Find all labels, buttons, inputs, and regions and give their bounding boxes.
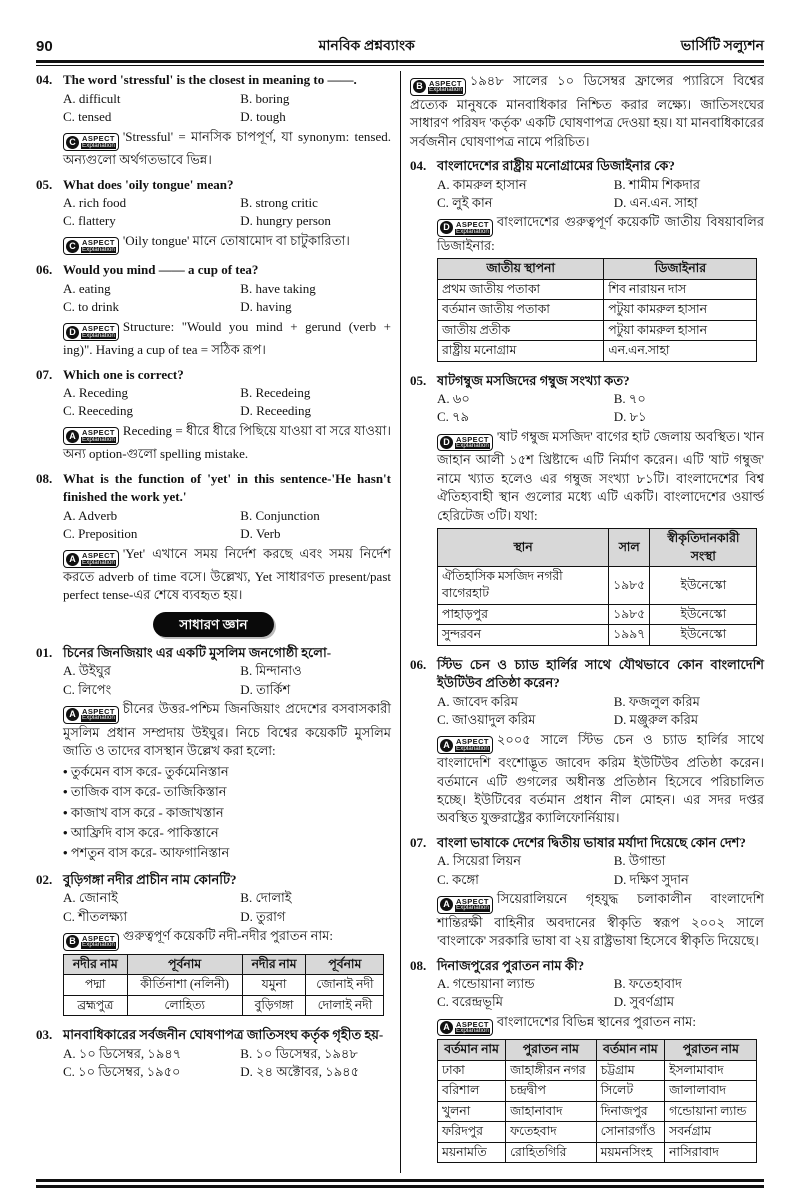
answer-letter: A <box>66 708 79 721</box>
answer-badge <box>63 550 119 568</box>
option-a: A. Adverb <box>63 507 118 523</box>
answer-badge <box>63 427 119 445</box>
option-d: D. Verb <box>240 526 281 542</box>
table-cell: এন.এন.সাহা <box>604 341 757 361</box>
table-cell: লোহিত্য <box>127 995 242 1015</box>
answer-badge <box>63 706 119 724</box>
question-number: 04. <box>36 72 53 88</box>
options <box>63 889 391 926</box>
question-gk-04 <box>410 157 764 365</box>
table-row <box>438 1122 757 1142</box>
table-cell: ১৯৮৫ <box>609 567 650 605</box>
aspect-explanation-logo: ASPECT Explanation <box>82 551 115 566</box>
option-a: A. জোনাই <box>63 890 118 906</box>
question-number: 04. <box>410 158 427 174</box>
list-item: • তুর্কমেন বাস করে- তুর্কমেনিস্তান <box>63 763 391 781</box>
answer-badge <box>410 78 466 96</box>
aspect-explanation-logo: ASPECT Explanation <box>82 706 115 722</box>
table-header: স্থান <box>438 529 609 567</box>
question-body <box>437 656 764 828</box>
table-header: নদীর নাম <box>64 954 128 974</box>
answer-letter: D <box>440 221 453 234</box>
answer-letter: A <box>440 739 453 752</box>
option-c: C. ১০ ডিসেম্বর, ১৯৫০ <box>63 1063 181 1079</box>
answer-badge <box>63 933 119 951</box>
table-row <box>438 1142 757 1162</box>
world-heritage-table <box>437 528 757 646</box>
answer-letter: B <box>66 935 79 948</box>
question-body <box>410 71 764 151</box>
explanation <box>410 72 764 151</box>
table-cell: শিব নারায়ন দাস <box>604 279 757 299</box>
table-header: বর্তমান নাম <box>438 1040 506 1060</box>
options <box>437 176 764 213</box>
question-gk-07 <box>410 834 764 951</box>
option-c: C. tensed <box>63 109 112 125</box>
question-body <box>63 71 391 169</box>
explanation <box>437 890 764 950</box>
options <box>63 90 391 127</box>
options <box>63 194 391 231</box>
explanation <box>63 422 391 464</box>
left-column <box>36 71 400 1173</box>
option-d: D. Receeding <box>240 403 312 419</box>
table-header-row <box>438 529 757 567</box>
options <box>63 384 391 421</box>
options <box>63 1045 391 1082</box>
option-a: A. সিয়েরা লিয়ন <box>437 853 522 869</box>
option-d: D. দক্ষিণ সুদান <box>613 871 689 887</box>
table-cell: ময়মনসিংহ <box>596 1142 665 1162</box>
table-header: নদীর নাম <box>242 954 306 974</box>
table-row <box>438 1060 757 1080</box>
aspect-explanation-logo: ASPECT Explanation <box>82 933 115 949</box>
table-cell: গন্ডোয়ানা ল্যান্ড <box>665 1101 757 1121</box>
option-a: A. eating <box>63 280 111 296</box>
table-row <box>438 1101 757 1121</box>
explanation-text: বাংলাদেশের বিভিন্ন স্থানের পুরাতন নাম: <box>496 1013 697 1029</box>
option-b: B. ৭০ <box>613 391 646 406</box>
question-text: দিনাজপুরের পুরাতন নাম কী? <box>437 957 585 973</box>
table-header: পুরাতন নাম <box>506 1040 597 1060</box>
option-c: C. জাওয়াদুল করিম <box>437 712 536 728</box>
option-d: D. সুবর্ণগ্রাম <box>613 994 675 1010</box>
two-column-body <box>0 66 800 1173</box>
question-body <box>437 372 764 650</box>
table-cell: দিনাজপুর <box>596 1101 665 1121</box>
options <box>437 693 764 730</box>
question-number: 03. <box>36 1027 53 1043</box>
option-c: C. লিপেং <box>63 681 112 697</box>
footer-rule <box>36 1179 764 1188</box>
table-header-row <box>64 954 384 974</box>
table-cell: ঐতিহাসিক মসজিদ নগরী বাগেরহাট <box>438 567 609 605</box>
options <box>63 507 391 544</box>
question-en-04 <box>36 71 391 169</box>
places-old-names-table <box>437 1039 757 1163</box>
explanation-text: ১৯৪৮ সালের ১০ ডিসেম্বর ফ্রান্সের প্যারিসে বিশ্বের প্রত্যেক মানুষকে মানবাধিকার নিশ্চিত করার লক্ষ্যে। জাতিসংঘের সাধারণ পরিষদ 'কর্তৃক' একটি ঘোষণাপত্র দেওয়া হয়। যা মানবাধিকারের সর্বজনীন ঘোষণাপত্র নামে পরিচিত। <box>410 73 764 149</box>
aspect-explanation-logo: ASPECT Explanation <box>456 896 489 912</box>
answer-letter: D <box>66 326 79 339</box>
question-gk-01 <box>36 644 391 865</box>
explanation-text: 'Yet' এখানে সময় নির্দেশ করছে এবং সময় নির্দেশ করতে adverb of time বসে। উল্লেখ্য, Yet সাধারণত present/past perfect tense-এর শেষে ব্যবহৃত হয়। <box>63 545 391 603</box>
table-cell: চট্টগ্রাম <box>596 1060 665 1080</box>
question-body <box>437 957 764 1167</box>
question-gk-02 <box>36 871 391 1020</box>
table-header-row <box>438 1040 757 1060</box>
question-gk-08 <box>410 957 764 1167</box>
question-number: 05. <box>410 372 427 388</box>
explanation <box>63 700 391 760</box>
option-c: C. flattery <box>63 213 116 229</box>
question-text: বুড়িগঙ্গা নদীর প্রাচীন নাম কোনটি? <box>63 871 237 887</box>
question-text: What is the function of 'yet' in this sentence-'He hasn't finished the work yet.' <box>63 470 391 505</box>
answer-letter: B <box>413 80 426 93</box>
question-text: স্টিভ চেন ও চ্যাড হার্লির সাথে যৌথভাবে কোন বাংলাদেশি ইউটিউব প্রতিষ্ঠা করেন? <box>437 656 764 691</box>
answer-badge <box>63 237 119 255</box>
explanation <box>437 731 764 828</box>
question-number: 06. <box>36 262 53 278</box>
table-header: সাল <box>609 529 650 567</box>
table-cell: ইসলামাবাদ <box>665 1060 757 1080</box>
option-b: B. উগান্ডা <box>613 853 666 869</box>
options <box>437 975 764 1012</box>
question-text: চিনের জিনজিয়াং এর একটি মুসলিম জনগোষ্ঠী হলো- <box>63 645 332 660</box>
table-row <box>438 1081 757 1101</box>
table-cell: নাসিরাবাদ <box>665 1142 757 1162</box>
option-b: B. boring <box>240 90 290 106</box>
table-cell: পাহাড়পুর <box>438 604 609 624</box>
option-d: D. তার্কিশ <box>240 681 291 697</box>
explanation-text: গুরুত্বপূর্ণ কয়েকটি নদী-নদীর পুরাতন নাম: <box>122 928 333 944</box>
explanation <box>437 428 764 525</box>
question-text: মানবাধিকারের সর্বজনীন ঘোষণাপত্র জাতিসংঘ কর্তৃক গৃহীত হয়- <box>63 1027 384 1043</box>
question-en-06 <box>36 261 391 359</box>
explanation-text: 'Stressful' = মানসিক চাপপূর্ণ, যা synonym: tensed. অন্যগুলো অর্থগতভাবে ভিন্ন। <box>63 128 391 168</box>
question-text: The word 'stressful' is the closest in meaning to ——. <box>63 72 357 88</box>
option-c: C. Preposition <box>63 526 138 542</box>
options <box>63 662 391 699</box>
list-item: • আফ্রিদি বাস করে- পাকিস্তানে <box>63 824 391 842</box>
question-text: ষাটগম্বুজ মসজিদের গম্বুজ সংখ্যা কত? <box>437 372 630 388</box>
option-a: A. ৬০ <box>437 391 470 406</box>
table-row <box>64 975 384 995</box>
option-b: B. দোলাই <box>240 890 292 906</box>
table-cell: ইউনেস্কো <box>650 604 757 624</box>
option-b: B. শামীম শিকদার <box>613 176 701 192</box>
explanation <box>63 318 391 360</box>
aspect-explanation-logo: ASPECT Explanation <box>456 737 489 752</box>
table-header: পুরাতন নাম <box>665 1040 757 1060</box>
table-row <box>438 567 757 605</box>
explanation <box>437 213 764 255</box>
question-gk-03 <box>36 1026 391 1081</box>
option-a: A. rich food <box>63 194 127 210</box>
question-body <box>63 366 391 464</box>
answer-badge <box>437 736 493 754</box>
option-b: B. have taking <box>240 280 316 296</box>
answer-letter: D <box>440 436 453 449</box>
right-column <box>400 71 764 1173</box>
list-item: • কাজাখ বাস করে - কাজাখস্তান <box>63 804 391 822</box>
table-cell: বরিশাল <box>438 1081 506 1101</box>
table-header: বর্তমান নাম <box>596 1040 665 1060</box>
option-a: A. কামরুল হাসান <box>437 176 527 192</box>
table-cell: জাতীয় প্রতীক <box>438 320 604 340</box>
option-b: B. মিন্দানাও <box>240 663 302 679</box>
question-body <box>63 644 391 865</box>
question-number: 05. <box>36 176 53 192</box>
question-gk-05 <box>410 372 764 650</box>
table-cell: চন্দ্রদ্বীপ <box>506 1081 597 1101</box>
rivers-old-names-table <box>63 954 384 1016</box>
option-a: A. উইঘুর <box>63 663 111 679</box>
question-gk-03-explanation <box>410 71 764 151</box>
table-cell: বুড়িগঙ্গা <box>242 995 306 1015</box>
table-cell: সবর্নগ্রাম <box>665 1122 757 1142</box>
question-gk-06 <box>410 656 764 828</box>
table-cell: রাষ্ট্রীয় মনোগ্রাম <box>438 341 604 361</box>
table-cell: সুন্দরবন <box>438 625 609 645</box>
options <box>63 280 391 317</box>
question-number: 07. <box>410 834 427 850</box>
explanation-text: বাংলাদেশের গুরুত্বপূর্ণ কয়েকটি জাতীয় বিষয়াবলির ডিজাইনার: <box>437 214 764 253</box>
table-cell: ফতেহবাদ <box>506 1122 597 1142</box>
answer-letter: A <box>66 553 79 566</box>
table-cell: ইউনেস্কো <box>650 625 757 645</box>
aspect-explanation-logo: ASPECT Explanation <box>82 134 115 149</box>
explanation <box>63 232 391 255</box>
question-text: বাংলাদেশের রাষ্ট্রীয় মনোগ্রামের ডিজাইনার কে? <box>437 158 675 174</box>
answer-badge <box>63 323 119 341</box>
option-b: B. strong critic <box>240 194 318 210</box>
table-cell: প্রথম জাতীয় পতাকা <box>438 279 604 299</box>
option-c: C. ৭৯ <box>437 409 470 425</box>
table-cell: ফরিদপুর <box>438 1122 506 1142</box>
explanation-text: 'Oily tongue' মানে তোষামোদ বা চাটুকারিতা। <box>122 232 350 248</box>
table-header-row <box>438 259 757 279</box>
table-row <box>438 300 757 320</box>
question-en-05 <box>36 176 391 256</box>
question-body <box>437 834 764 951</box>
answer-badge <box>437 1019 493 1037</box>
table-cell: রোহিতগিরি <box>506 1142 597 1162</box>
aspect-explanation-logo: ASPECT Explanation <box>456 1019 489 1035</box>
option-b: B. ফজলুল করিম <box>613 693 700 709</box>
answer-badge <box>437 219 493 237</box>
table-cell: সোনারগাঁও <box>596 1122 665 1142</box>
question-number: 01. <box>36 645 53 660</box>
table-cell: জোনাই নদী <box>306 975 384 995</box>
option-c: C. লুই কান <box>437 194 493 210</box>
question-number: 08. <box>36 470 53 486</box>
answer-letter: C <box>66 136 79 149</box>
aspect-explanation-logo: ASPECT Explanation <box>429 78 462 94</box>
national-designers-table <box>437 258 757 361</box>
table-header: স্বীকৃতিদানকারী সংস্থা <box>650 529 757 567</box>
option-a: A. difficult <box>63 90 121 106</box>
option-d: D. এন.এন. সাহা <box>613 194 698 210</box>
option-a: A. জাবেদ করিম <box>437 693 519 709</box>
option-c: C. to drink <box>63 299 119 315</box>
question-body <box>63 1026 391 1081</box>
option-c: C. Reeceding <box>63 403 134 419</box>
table-row <box>64 995 384 1015</box>
table-row <box>438 625 757 645</box>
table-cell: ১৯৮৫ <box>609 604 650 624</box>
question-number: 08. <box>410 957 427 973</box>
table-cell: ১৯৯৭ <box>609 625 650 645</box>
table-cell: জালালাবাদ <box>665 1081 757 1101</box>
option-a: A. গন্ডোয়ানা ল্যান্ড <box>437 976 535 991</box>
table-cell: খুলনা <box>438 1101 506 1121</box>
option-c: C. কঙ্গো <box>437 871 479 887</box>
explanation-text: সিয়েরালিয়নে গৃহযুদ্ধ চলাকালীন বাংলাদেশি শান্তিরক্ষী বাহিনীর অবদানের স্বীকৃতি স্বরূপ ২০০২ সালে 'বাংলাকে' সরকারি ভাষা বা ২য় রাষ্ট্রভাষা হিসেবে স্বীকৃতি দিয়েছে। <box>437 891 764 949</box>
explanation <box>63 545 391 605</box>
explanation-text: ২০০৫ সালে স্টিভ চেন ও চ্যাড হার্লির সাথে বাংলাদেশি বংশোদ্ভূত জাবেদ করিম ইউটিউব প্রতিষ্ঠা করেন। বর্তমানে এটি গুগলের অধীনস্ত প্রতিষ্ঠান হিসেবে পরিচালিত হচ্ছে। ইউটিবের বর্তমান প্রধান নীল মোহন। এর সদর দপ্তর অবস্থিত যুক্তরাষ্ট্রের ক্যালিফোর্নিয়ায়। <box>437 731 764 826</box>
option-b: B. ফতেহাবাদ <box>613 976 682 991</box>
table-cell: ব্রহ্মপুত্র <box>64 995 128 1015</box>
option-b: B. Conjunction <box>240 507 320 523</box>
explanation-text: চীনের উত্তর-পশ্চিম জিনজিয়াং প্রদেশের বসবাসকারী মুসলিম প্রধান সম্প্রদায় উইঘুর। নিচে বিশ্বের কয়েকটি মুসলিম জাতি ও তাদের বাসস্থান উল্লেখ করা হলো: <box>63 701 391 759</box>
aspect-explanation-logo: ASPECT Explanation <box>456 220 489 235</box>
answer-letter: A <box>440 1021 453 1034</box>
table-cell: পদ্মা <box>64 975 128 995</box>
question-number: 07. <box>36 366 53 382</box>
option-b: B. ১০ ডিসেম্বর, ১৯৪৮ <box>240 1045 358 1061</box>
option-d: D. having <box>240 299 292 315</box>
question-body <box>63 176 391 256</box>
question-text: Would you mind —— a cup of tea? <box>63 262 259 278</box>
option-c: C. বরেন্দ্রভূমি <box>437 994 503 1010</box>
question-body <box>437 157 764 365</box>
answer-badge <box>437 896 493 914</box>
table-header: ডিজাইনার <box>604 259 757 279</box>
question-number: 06. <box>410 656 427 672</box>
explanation <box>63 128 391 170</box>
explanation <box>437 1013 764 1036</box>
option-d: D. hungry person <box>240 213 331 229</box>
question-body <box>63 261 391 359</box>
option-a: A. Receding <box>63 384 128 400</box>
section-title-general-knowledge: সাধারণ জ্ঞান <box>153 612 273 637</box>
table-header: পূর্বনাম <box>306 954 384 974</box>
answer-badge <box>437 434 493 452</box>
table-cell: দোলাই নদী <box>306 995 384 1015</box>
explanation-text: Receding = ধীরে ধীরে পিছিয়ে যাওয়া বা সরে যাওয়া। অন্য option-গুলো spelling mistake. <box>63 422 391 462</box>
option-c: C. শীতলক্ষ্যা <box>63 908 128 924</box>
table-cell: পটুয়া কামরুল হাসান <box>604 320 757 340</box>
muslim-ethnic-groups-list <box>63 763 391 863</box>
page-header <box>0 0 800 60</box>
table-cell: জাহাঙ্গীরন নগর <box>506 1060 597 1080</box>
section-header-wrap <box>36 612 391 637</box>
question-text: What does 'oily tongue' mean? <box>63 176 234 192</box>
aspect-explanation-logo: ASPECT Explanation <box>82 238 115 253</box>
table-cell: বর্তমান জাতীয় পতাকা <box>438 300 604 320</box>
options <box>437 390 764 427</box>
option-d: D. tough <box>240 109 286 125</box>
question-text: বাংলা ভাষাকে দেশের দ্বিতীয় ভাষার মর্যাদা দিয়েছে কোন দেশ? <box>437 834 746 850</box>
table-cell: জাহানাবাদ <box>506 1101 597 1121</box>
table-row <box>438 604 757 624</box>
answer-letter: A <box>66 430 79 443</box>
table-row <box>438 341 757 361</box>
option-d: D. মঞ্জুরুল করিম <box>613 712 699 728</box>
answer-badge <box>63 133 119 151</box>
table-cell: ময়নামতি <box>438 1142 506 1162</box>
explanation-text: 'ষাট গম্বুজ মসজিদ' বাগের হাট জেলায় অবস্থিত। খান জাহান আলী ১৫শ খ্রিষ্টাব্দে এটি নির্মাণ করেন। এটি 'ষাট গম্বুজ' নামে খ্যাত হলেও এর গম্বুজ সংখ্যা ৮১টি। বাংলাদেশের বিশ্ব ঐতিহ্যবাহী স্থান গুলোর মধ্যে এটি একটি। বাংলাদেশের ওয়ার্ল্ড হেরিটেজ ৩টি। যথা: <box>437 428 764 523</box>
page-number: 90 <box>36 38 53 55</box>
answer-letter: A <box>440 898 453 911</box>
aspect-explanation-logo: ASPECT Explanation <box>456 434 489 450</box>
table-header: পূর্বনাম <box>127 954 242 974</box>
table-cell: ঢাকা <box>438 1060 506 1080</box>
question-number: 02. <box>36 871 53 887</box>
option-d: D. ২৪ অক্টোবর, ১৯৪৫ <box>240 1063 360 1079</box>
table-row <box>438 320 757 340</box>
question-en-08 <box>36 470 391 605</box>
list-item: • তাজিক বাস করে- তাজিকিস্তান <box>63 783 391 801</box>
table-cell: কীর্তিনাশা (নলিনী) <box>127 975 242 995</box>
header-center-title: মানবিক প্রশ্নব্যাংক <box>318 39 415 55</box>
question-body <box>63 871 391 1020</box>
table-row <box>438 279 757 299</box>
table-cell: যমুনা <box>242 975 306 995</box>
table-cell: পটুয়া কামরুল হাসান <box>604 300 757 320</box>
option-d: D. ৮১ <box>613 409 647 425</box>
question-text: Which one is correct? <box>63 366 184 382</box>
table-header: জাতীয় স্থাপনা <box>438 259 604 279</box>
explanation <box>63 927 391 950</box>
aspect-explanation-logo: ASPECT Explanation <box>82 428 115 443</box>
table-cell: সিলেট <box>596 1081 665 1101</box>
answer-letter: C <box>66 240 79 253</box>
explanation-text: Structure: "Would you mind + gerund (verb + ing)". Having a cup of tea = সঠিক রূপ। <box>63 318 391 358</box>
question-en-07 <box>36 366 391 464</box>
options <box>437 852 764 889</box>
option-a: A. ১০ ডিসেম্বর, ১৯৪৭ <box>63 1045 182 1061</box>
option-d: D. তুরাগ <box>240 908 286 924</box>
option-b: B. Recedeing <box>240 384 311 400</box>
header-right-title: ভার্সিটি সল্যুশন <box>680 39 764 55</box>
table-cell: ইউনেস্কো <box>650 567 757 605</box>
aspect-explanation-logo: ASPECT Explanation <box>82 324 115 339</box>
question-body <box>63 470 391 605</box>
list-item: • পশতুন বাস করে- আফগানিস্তান <box>63 844 391 862</box>
